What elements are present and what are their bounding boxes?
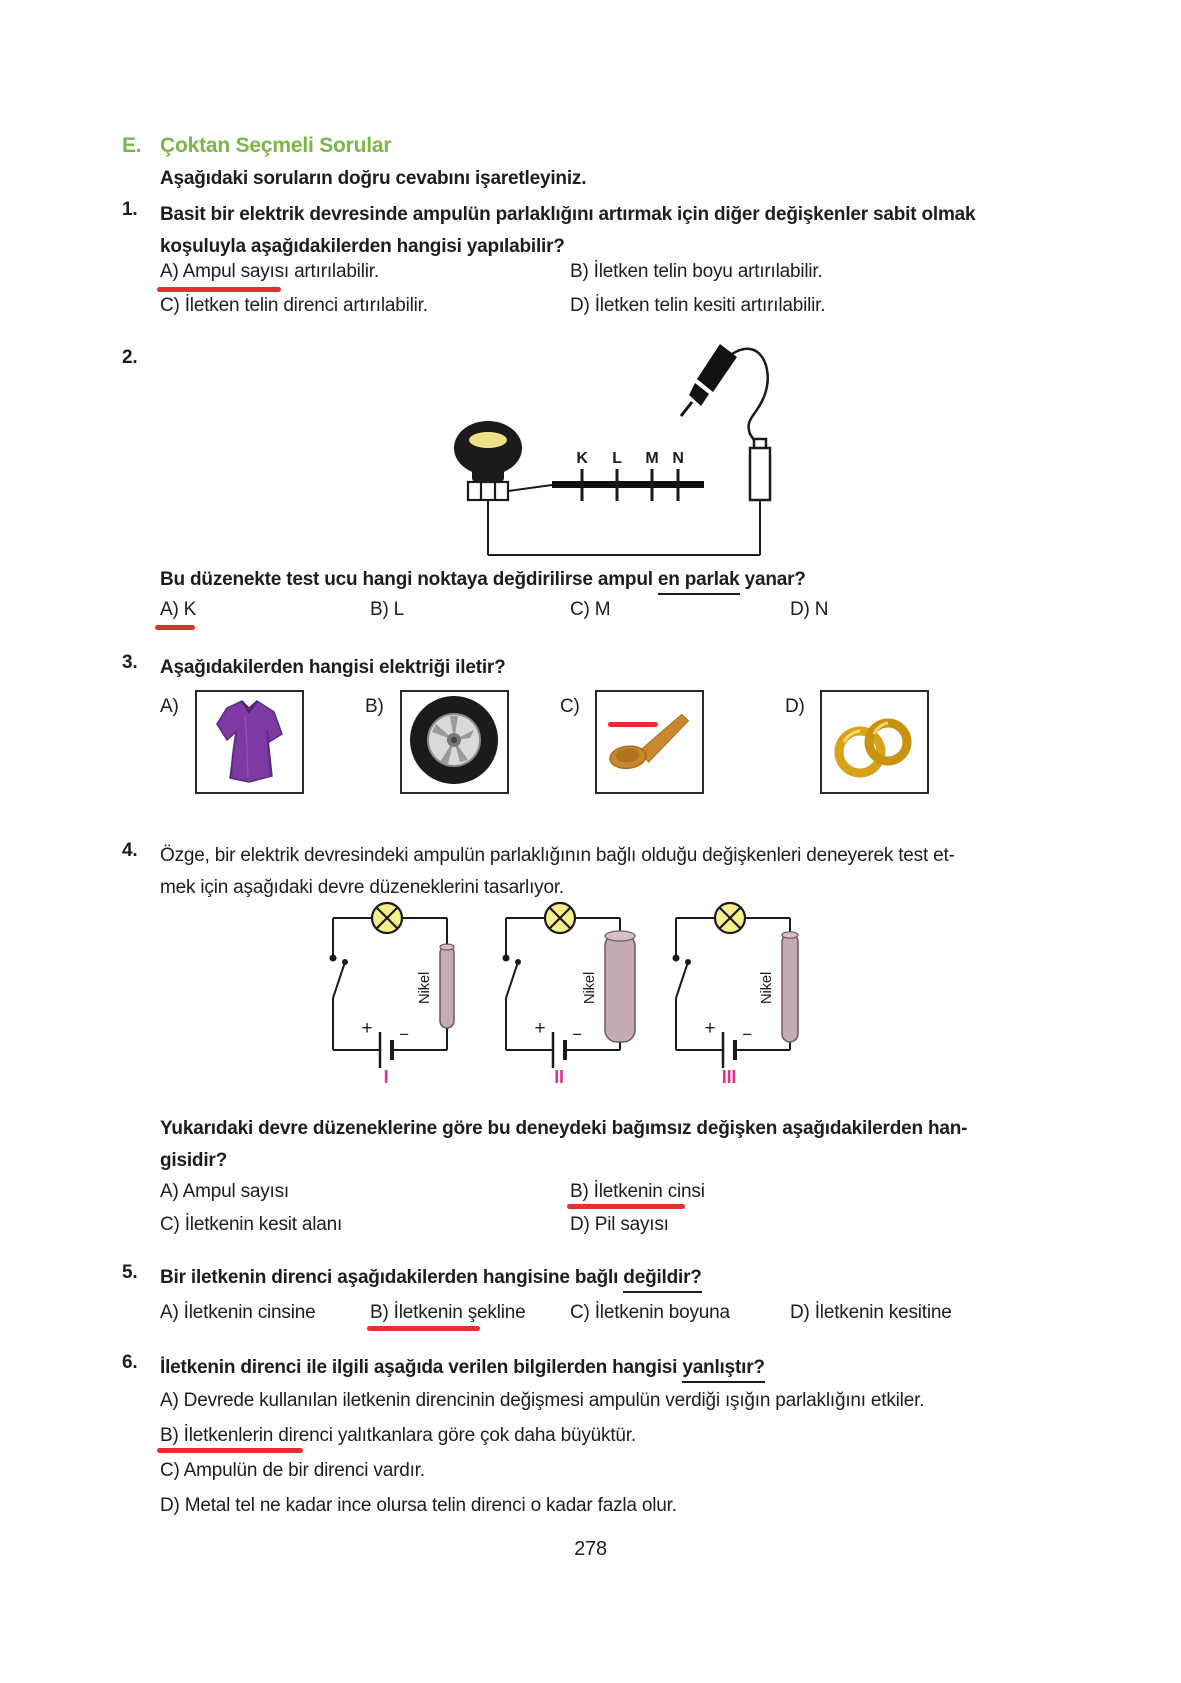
lamp-icon [545, 903, 575, 933]
q2-circuit-diagram [420, 330, 790, 570]
q5-option-d: D) İletkenin kesitine [790, 1302, 952, 1323]
battery-minus: − [572, 1025, 582, 1044]
q6-stem-underlined: yanlıştır? [682, 1357, 764, 1383]
q4-circuit-2 [498, 900, 658, 1095]
q4-option-a: A) Ampul sayısı [160, 1181, 289, 1202]
battery-icon [750, 439, 770, 500]
q4-stem [160, 1113, 967, 1177]
q4-option-d: D) Pil sayısı [570, 1214, 669, 1235]
q4-option-b: B) İletkenin cinsi [570, 1181, 705, 1202]
purple-shirt-icon [197, 692, 302, 789]
wooden-spoon-icon [597, 692, 702, 789]
q6-option-a: A) Devrede kullanılan iletkenin direncinin değişmesi ampulün verdiği ışığın parlaklığını etkiler. [160, 1390, 925, 1411]
section-instruction: Aşağıdaki soruların doğru cevabını işaretleyiniz. [160, 168, 587, 189]
q5-option-a: A) İletkenin cinsine [160, 1302, 316, 1323]
q3-answer-underline-mark [608, 722, 658, 727]
switch-icon [503, 955, 522, 966]
q4-option-c: C) İletkenin kesit alanı [160, 1214, 343, 1235]
q6-option-d: D) Metal tel ne kadar ince olursa telin direnci o kadar fazla olur. [160, 1495, 677, 1516]
q1-number: 1. [122, 199, 138, 220]
q2-option-a: A) K [160, 599, 197, 620]
switch-icon [330, 955, 349, 966]
q2-option-c: C) M [570, 599, 611, 620]
gold-rings-icon [822, 692, 927, 789]
q1-stem [160, 199, 975, 263]
lamp-icon [372, 903, 402, 933]
probe-cable [732, 349, 768, 446]
q2-stem-pre: Bu düzenekte test ucu hangi noktaya değdirilirse ampul [160, 569, 658, 590]
nickel-rod [581, 931, 635, 1042]
q3-option-c-image-box [595, 690, 704, 794]
q4-answer-underline-mark [567, 1204, 685, 1209]
q1-answer-underline-mark [157, 287, 281, 292]
q2-number: 2. [122, 347, 138, 368]
battery-symbol [362, 1018, 410, 1068]
q4-stem-line1: Yukarıdaki devre düzeneklerine göre bu deneydeki bağımsız değişken aşağıdakilerden han- [160, 1118, 968, 1139]
q3-option-b-letter: B) [365, 696, 384, 717]
q1-stem-line2: koşuluyla aşağıdakilerden hangisi yapılabilir? [160, 236, 565, 257]
switch-icon [673, 955, 692, 966]
q6-option-b: B) İletkenlerin direnci yalıtkanlara göre çok daha büyüktür. [160, 1425, 636, 1446]
circuit-wires [506, 918, 620, 1050]
car-tire-icon [402, 692, 507, 789]
q1-stem-line1: Basit bir elektrik devresinde ampulün parlaklığını artırmak için diğer değişkenler sabit olmak [160, 204, 976, 225]
test-wire [552, 450, 704, 501]
battery-plus: + [704, 1018, 716, 1039]
q4-stem-line2: gisidir? [160, 1150, 228, 1171]
q6-answer-underline-mark [157, 1448, 303, 1453]
q1-option-b: B) İletken telin boyu artırılabilir. [570, 261, 823, 282]
q5-option-b: B) İletkenin şekline [370, 1302, 526, 1323]
q5-stem [160, 1262, 702, 1294]
q6-stem-pre: İletkenin direnci ile ilgili aşağıda verilen bilgilerden hangisi [160, 1357, 683, 1378]
point-label-l: L [612, 450, 622, 467]
q3-option-d-letter: D) [785, 696, 805, 717]
q5-stem-pre: Bir iletkenin direnci aşağıdakilerden hangisine bağlı [160, 1267, 624, 1288]
circuit-wires [488, 485, 760, 555]
section-letter: E. [122, 134, 142, 157]
rod-label: Nikel [758, 971, 775, 1005]
test-probe-icon [681, 344, 768, 446]
circuit-label-2: II [554, 1067, 564, 1087]
q6-number: 6. [122, 1352, 138, 1373]
q4-intro-line2: mek için aşağıdaki devre düzeneklerini tasarlıyor. [160, 877, 564, 898]
q1-option-a: A) Ampul sayısı artırılabilir. [160, 261, 379, 282]
q5-answer-underline-mark [367, 1326, 480, 1331]
q5-option-c: C) İletkenin boyuna [570, 1302, 730, 1323]
q3-stem: Aşağıdakilerden hangisi elektriği iletir? [160, 657, 506, 678]
q2-answer-underline-mark [155, 625, 195, 630]
q2-stem-underlined: en parlak [658, 569, 740, 595]
q2-option-b: B) L [370, 599, 405, 620]
rod-label: Nikel [416, 971, 433, 1005]
point-label-k: K [576, 450, 588, 467]
bulb-base [468, 482, 508, 500]
page-number: 278 [574, 1538, 607, 1560]
q2-stem-post: yanar? [739, 569, 806, 590]
circuit-label-3: III [721, 1067, 737, 1087]
q4-intro [160, 840, 955, 904]
q6-option-c: C) Ampulün de bir direnci vardır. [160, 1460, 425, 1481]
battery-minus: − [399, 1025, 409, 1044]
battery-plus: + [534, 1018, 546, 1039]
q3-option-d-image-box [820, 690, 929, 794]
q3-option-a-letter: A) [160, 696, 179, 717]
q5-number: 5. [122, 1262, 138, 1283]
q2-option-d: D) N [790, 599, 829, 620]
rod-label: Nikel [581, 971, 598, 1005]
circuit-label-1: I [383, 1067, 389, 1087]
q3-option-c-letter: C) [560, 696, 580, 717]
battery-symbol [535, 1018, 583, 1068]
point-label-m: M [645, 450, 659, 467]
q3-option-a-image-box [195, 690, 304, 794]
q5-stem-underlined: değildir? [623, 1267, 701, 1293]
q6-stem [160, 1352, 765, 1384]
q2-stem [160, 564, 806, 596]
bulb-icon [454, 421, 522, 482]
q3-number: 3. [122, 652, 138, 673]
section-title: Çoktan Seçmeli Sorular [160, 134, 392, 157]
q3-option-b-image-box [400, 690, 509, 794]
q4-number: 4. [122, 840, 138, 861]
nickel-rod [416, 944, 454, 1028]
nickel-rod [758, 932, 798, 1042]
lamp-icon [715, 903, 745, 933]
q4-circuit-3 [668, 900, 828, 1095]
battery-symbol [705, 1018, 753, 1068]
q4-intro-line1: Özge, bir elektrik devresindeki ampulün parlaklığının bağlı olduğu değişkenleri deneyerek test et- [160, 845, 955, 866]
q1-option-d: D) İletken telin kesiti artırılabilir. [570, 295, 826, 316]
battery-minus: − [742, 1025, 752, 1044]
battery-plus: + [361, 1018, 373, 1039]
q4-circuit-1 [325, 900, 485, 1095]
point-label-n: N [672, 450, 684, 467]
q1-option-c: C) İletken telin direnci artırılabilir. [160, 295, 428, 316]
